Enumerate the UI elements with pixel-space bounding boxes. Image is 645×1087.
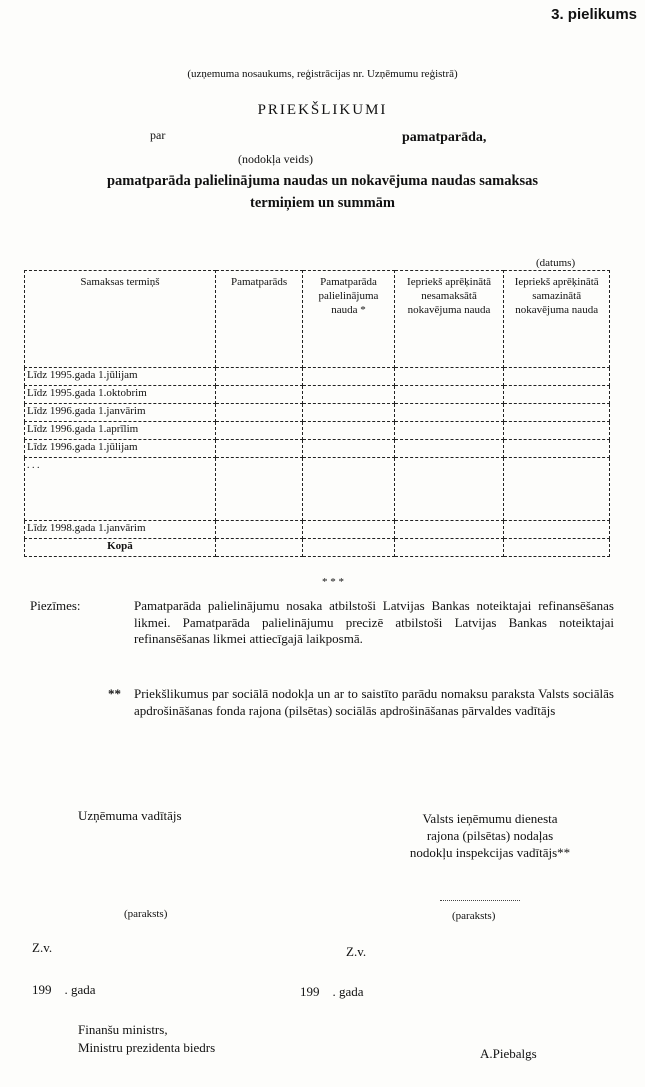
appendix-label: 3. pielikums	[551, 6, 637, 23]
term-cell: Līdz 1996.gada 1.jūlijam	[25, 440, 216, 458]
col-header-unpaid-penalty: Iepriekš aprēķinātā nesamaksātā nokavējuma nauda	[394, 271, 504, 368]
term-cell: Līdz 1995.gada 1.oktobrim	[25, 386, 216, 404]
subtitle-line-2: termiņiem un summām	[250, 195, 395, 211]
table-total-row	[25, 539, 610, 557]
table-row	[25, 368, 610, 386]
inspection-head-title	[380, 810, 600, 861]
signature-caption-right: (paraksts)	[452, 910, 496, 922]
term-cell: Līdz 1998.gada 1.janvārim	[25, 521, 216, 539]
col-header-reduced-penalty: Iepriekš aprēķinātā samazinātā nokavējuma nauda	[504, 271, 610, 368]
inspection-head-line-3: nodokļu inspekcijas vadītājs**	[409, 845, 571, 860]
minister-title-line-1: Finanšu ministrs,	[78, 1022, 168, 1037]
company-name-caption: (uzņemuma nosaukums, reģistrācijas nr. Uzņēmumu reģistrā)	[187, 68, 458, 80]
note-2-text: Priekšlikumus par sociālā nodokļa un ar to saistīto parādu nomaksu paraksta Valsts sociālās apdrošināšanas fonda rajona (pilsētas) sociālās apdrošināšanas pārvaldes vadītājs	[134, 686, 614, 718]
date-line-right: 199 . gada	[300, 984, 364, 999]
table-row-ellipsis	[25, 458, 610, 521]
table-row	[25, 422, 610, 440]
term-cell: Līdz 1996.gada 1.aprīlim	[25, 422, 216, 440]
note-1-text: Pamatparāda palielinājumu nosaka atbilstoši Latvijas Bankas noteiktajai refinansēšanas likmei. Pamatparāda palielinājumu precizē atbilstoši Latvijas Bankas noteiktajai refinansēšanas likmei attiecīgajā laikposmā.	[134, 598, 614, 646]
table-row	[25, 440, 610, 458]
col-header-term: Samaksas termiņš	[25, 271, 216, 368]
document-title: PRIEKŠLIKUMI	[257, 102, 388, 118]
term-cell: Līdz 1995.gada 1.jūlijam	[25, 368, 216, 386]
col-header-principal: Pamatparāds	[215, 271, 302, 368]
inspection-head-line-1: Valsts ieņēmumu dienesta	[422, 811, 558, 826]
total-label: Kopā	[25, 539, 216, 557]
date-line-left: 199 . gada	[32, 982, 96, 997]
subtitle-line-1: pamatparāda palielinājuma naudas un nokavējuma naudas samaksas	[106, 173, 539, 189]
table-row	[25, 521, 610, 539]
tax-type-caption: (nodokļa veids)	[238, 152, 313, 166]
signature-caption-left: (paraksts)	[124, 908, 168, 920]
term-cell: Līdz 1996.gada 1.janvārim	[25, 404, 216, 422]
document-subtitle	[0, 170, 645, 214]
date-caption: (datums)	[536, 257, 576, 269]
signature-line	[440, 900, 520, 901]
stamp-place-right: Z.v.	[346, 944, 367, 959]
signer-name: A.Piebalgs	[480, 1046, 537, 1061]
inspection-head-line-2: rajona (pilsētas) nodaļas	[426, 828, 554, 843]
col-header-increase: Pamatparāda palielinājuma nauda *	[303, 271, 394, 368]
notes-label: Piezīmes:	[30, 598, 81, 613]
table-row	[25, 386, 610, 404]
table-header-row	[25, 271, 610, 368]
par-word: par	[150, 128, 166, 142]
table-row	[25, 404, 610, 422]
pamatparads-word: pamatparāda,	[402, 130, 487, 145]
minister-title-line-2: Ministru prezidenta biedrs	[78, 1040, 216, 1055]
separator-stars: * * *	[322, 576, 344, 588]
note-2-marker: **	[108, 686, 121, 701]
stamp-place-left: Z.v.	[32, 940, 53, 955]
company-head-title: Uzņēmuma vadītājs	[78, 808, 182, 823]
ellipsis-dots: . . .	[25, 458, 216, 521]
payment-schedule-table	[24, 270, 610, 557]
